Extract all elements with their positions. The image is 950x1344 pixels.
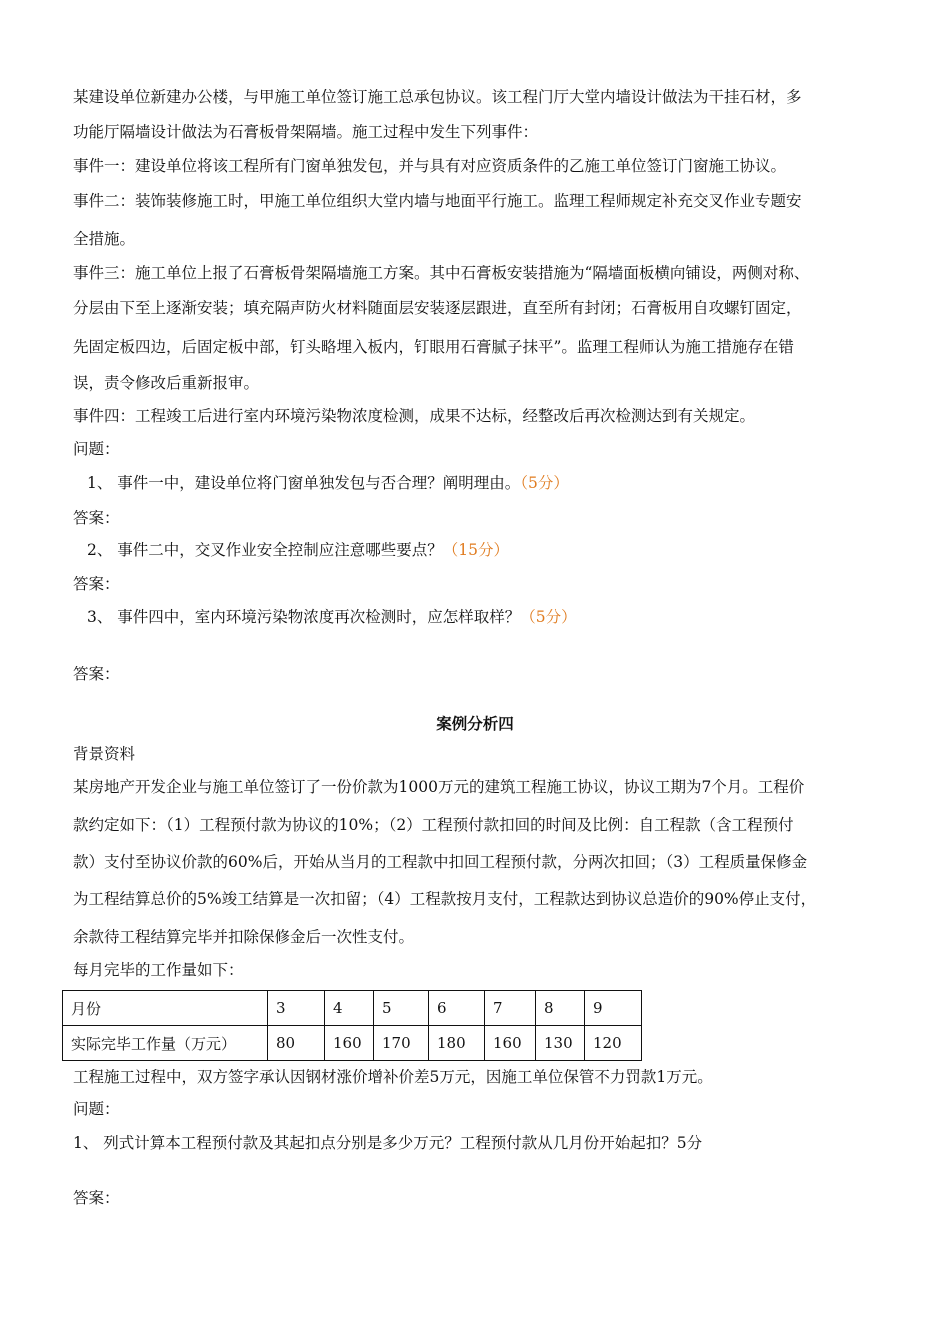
- amount-cell: 160: [485, 1026, 536, 1061]
- case-4-paragraph-line-2: 款约定如下：（1）工程预付款为协议的10%；（2）工程预付款扣回的时间及比例：自工程款（含工程预付: [73, 816, 794, 834]
- table-row-amounts: [63, 1026, 642, 1061]
- month-cell: 6: [429, 991, 485, 1026]
- month-cell: 3: [268, 991, 325, 1026]
- event-3-line-1: 事件三：施工单位上报了石膏板骨架隔墙施工方案。其中石膏板安装措施为“隔墙面板横向铺设，两侧对称、: [73, 264, 810, 282]
- event-1-line: 事件一：建设单位将该工程所有门窗单独发包，并与具有对应资质条件的乙施工单位签订门窗施工协议。: [73, 157, 787, 175]
- monthly-work-table: [62, 990, 642, 1061]
- case-4-paragraph-line-1: 某房地产开发企业与施工单位签订了一份价款为1000万元的建筑工程施工协议，协议工期为7个月。工程价: [73, 778, 805, 796]
- amount-header-cell: 实际完毕工作量（万元）: [63, 1026, 268, 1061]
- month-cell: 7: [485, 991, 536, 1026]
- intro-line-1: 某建设单位新建办公楼，与甲施工单位签订施工总承包协议。该工程门厅大堂内墙设计做法为干挂石材，多: [73, 88, 802, 106]
- event-3-line-4: 误，责令修改后重新报审。: [73, 374, 260, 392]
- case-4-paragraph-line-3: 款）支付至协议价款的60%后，开始从当月的工程款中扣回工程预付款，分两次扣回；（3）工程质量保修金: [73, 853, 808, 871]
- amount-cell: 120: [585, 1026, 642, 1061]
- intro-line-2: 功能厅隔墙设计做法为石膏板骨架隔墙。施工过程中发生下列事件：: [73, 123, 539, 141]
- question-1-text: 1、 事件一中，建设单位将门窗单独发包与否合理？阐明理由。: [87, 474, 521, 492]
- amount-cell: 80: [268, 1026, 325, 1061]
- event-2-line-2: 全措施。: [73, 230, 136, 248]
- event-2-line-1: 事件二：装饰装修施工时，甲施工单位组织大堂内墙与地面平行施工。监理工程师规定补充交叉作业专题安: [73, 192, 802, 210]
- case-4-paragraph-line-4: 为工程结算总价的5%竣工结算是一次扣留；（4）工程款按月支付，工程款达到协议总造价的90%停止支付，: [73, 890, 817, 908]
- amount-cell: 180: [429, 1026, 485, 1061]
- amount-cell: 160: [325, 1026, 374, 1061]
- amount-cell: 170: [374, 1026, 429, 1061]
- question-1: [87, 472, 569, 494]
- question-2: [87, 539, 509, 561]
- case-4-answer-label: 答案：: [73, 1189, 120, 1207]
- month-cell: 8: [536, 991, 585, 1026]
- month-cell: 5: [374, 991, 429, 1026]
- question-3: [87, 606, 577, 628]
- after-table-text: 工程施工过程中，双方签字承认因钢材涨价增补价差5万元，因施工单位保管不力罚款1万元。: [73, 1068, 713, 1086]
- table-row-months: [63, 991, 642, 1026]
- case-4-questions-label: 问题：: [73, 1100, 120, 1118]
- question-2-points: （15分）: [442, 541, 510, 559]
- background-label: 背景资料: [73, 745, 136, 763]
- answer-label-2: 答案：: [73, 575, 120, 593]
- case-4-question-1: 1、 列式计算本工程预付款及其起扣点分别是多少万元？工程预付款从几月份开始起扣？5分: [73, 1134, 703, 1152]
- questions-label: 问题：: [73, 440, 120, 458]
- month-cell: 9: [585, 991, 642, 1026]
- answer-label-3: 答案：: [73, 665, 120, 683]
- case-4-title: 案例分析四: [436, 715, 514, 733]
- question-2-text: 2、 事件二中，交叉作业安全控制应注意哪些要点？: [87, 541, 443, 559]
- event-3-line-2: 分层由下至上逐渐安装；填充隔声防火材料随面层安装逐层跟进，直至所有封闭；石膏板用自攻螺钉固定，: [73, 299, 802, 317]
- month-header-cell: 月份: [63, 991, 268, 1026]
- answer-label-1: 答案：: [73, 509, 120, 527]
- question-3-points: （5分）: [520, 608, 577, 626]
- table-intro: 每月完毕的工作量如下：: [73, 961, 244, 979]
- question-3-text: 3、 事件四中，室内环境污染物浓度再次检测时，应怎样取样？: [87, 608, 521, 626]
- event-4-line: 事件四：工程竣工后进行室内环境污染物浓度检测，成果不达标，经整改后再次检测达到有关规定。: [73, 407, 756, 425]
- event-3-line-3: 先固定板四边，后固定板中部，钉头略埋入板内，钉眼用石膏腻子抹平”。监理工程师认为施工措施存在错: [73, 338, 794, 356]
- case-4-paragraph-line-5: 余款待工程结算完毕并扣除保修金后一次性支付。: [73, 928, 415, 946]
- question-1-points: （5分）: [520, 474, 569, 492]
- month-cell: 4: [325, 991, 374, 1026]
- amount-cell: 130: [536, 1026, 585, 1061]
